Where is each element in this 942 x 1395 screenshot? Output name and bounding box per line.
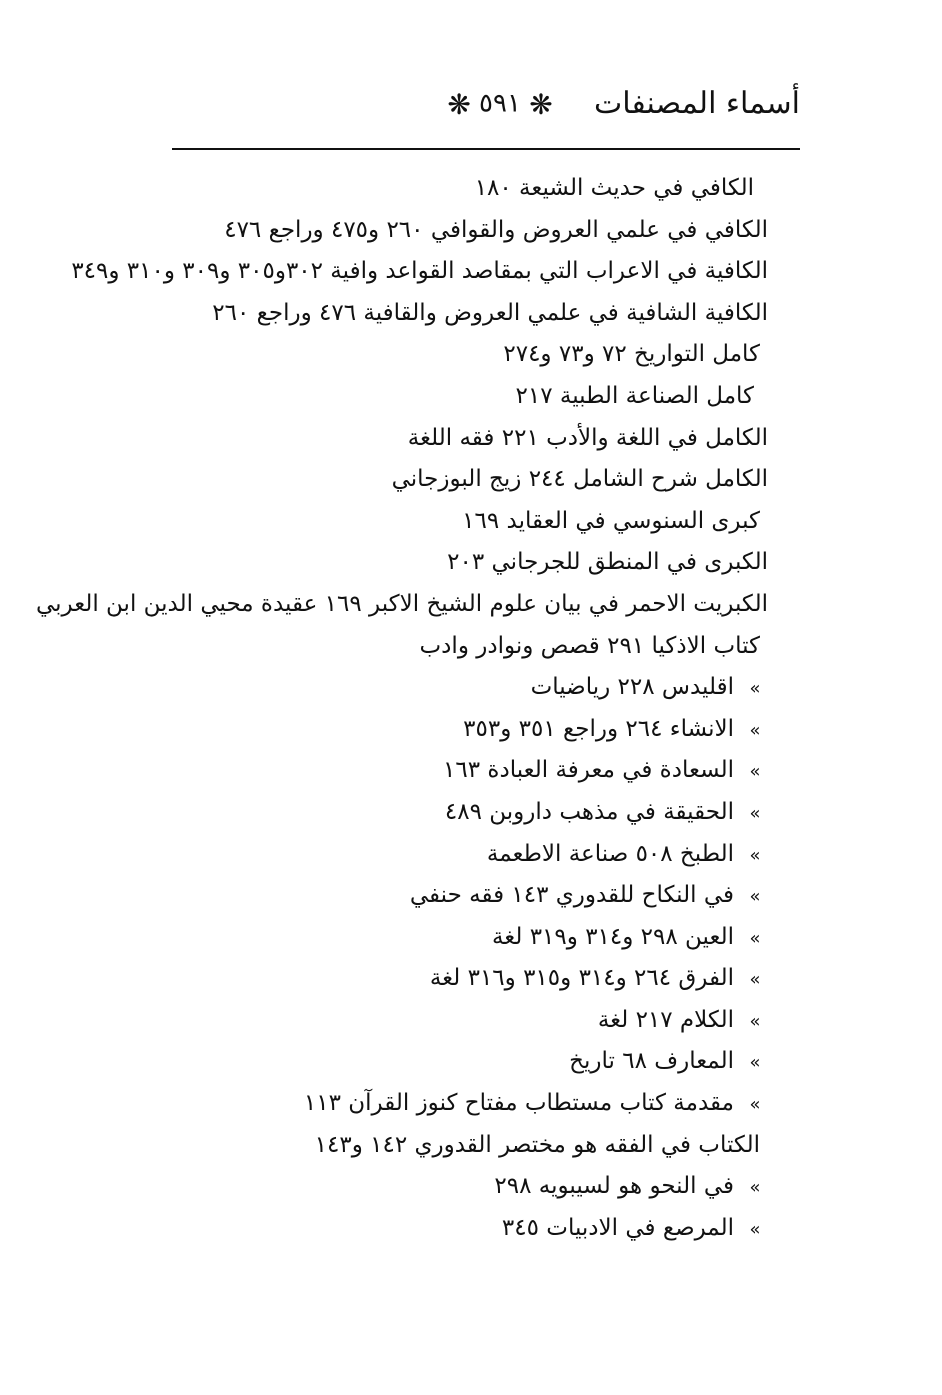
sub-entry (150, 1041, 768, 1083)
sub-entry-text: الانشاء ٢٦٤ وراجع ٣٥١ و٣٥٣ (463, 715, 734, 742)
sub-entry-text: الطبخ ٥٠٨ صناعة الاطعمة (486, 840, 734, 867)
sub-entry-text: اقليدس ٢٢٨ رياضيات (530, 674, 734, 701)
ditto-mark: » (749, 1094, 761, 1116)
page-number-group (440, 88, 560, 121)
sub-entry (150, 917, 768, 959)
sub-entry-text: الحقيقة في مذهب داروبن ٤٨٩ (444, 798, 734, 825)
index-entry: الكامل في اللغة والأدب ٢٢١ فقه اللغة (407, 424, 768, 451)
index-entry: كتاب الاذكيا ٢٩١ قصص ونوادر وادب (419, 632, 760, 659)
ditto-mark: » (749, 678, 761, 700)
sub-entry-text: المرصع في الادبيات ٣٤٥ (501, 1214, 734, 1241)
sub-entry-text: العين ٢٩٨ و٣١٤ و٣١٩ لغة (491, 923, 734, 950)
index-entry: الكبريت الاحمر في بيان علوم الشيخ الاكبر ١٦٩ عقيدة محيي الدين ابن العربي (35, 590, 768, 617)
ditto-mark: » (749, 761, 761, 783)
ditto-mark: » (749, 844, 761, 866)
index-entry: كامل الصناعة الطبية ٢١٧ (515, 382, 754, 409)
sub-entry-text: السعادة في معرفة العبادة ١٦٣ (443, 757, 734, 784)
sub-entry-text: الفرق ٢٦٤ و٣١٤ و٣١٥ و٣١٦ لغة (429, 965, 734, 992)
sub-entry-text: المعارف ٦٨ تاريخ (569, 1048, 734, 1075)
sub-entry (150, 958, 768, 1000)
sub-entry (150, 1083, 768, 1125)
ditto-mark: » (749, 1218, 761, 1240)
index-entries (35, 168, 768, 1249)
ditto-mark: » (749, 1010, 761, 1032)
index-entry: الكافي في علمي العروض والقوافي ٢٦٠ و٤٧٥ وراجع ٤٧٦ (224, 216, 768, 243)
ditto-mark: » (749, 886, 761, 908)
sub-entry (150, 1000, 768, 1042)
page-number: ٥٩١ (479, 88, 521, 119)
sub-entry (150, 1166, 768, 1208)
sub-entry-text: الكلام ٢١٧ لغة (597, 1006, 734, 1033)
sub-entry (150, 875, 768, 917)
index-entry: الكافية في الاعراب التي بمقاصد القواعد وافية ٣٠٢و٣٠٥ و٣٠٩ و٣١٠ و٣٤٩ (71, 258, 768, 285)
sub-entry (150, 792, 768, 834)
sub-entry-text: في النحو هو لسيبويه ٢٩٨ (494, 1173, 734, 1200)
ornament-icon: ❋ (529, 88, 553, 121)
ditto-mark: » (749, 1177, 761, 1199)
sub-entry-text: في النكاح للقدوري ١٤٣ فقه حنفي (409, 882, 734, 909)
sub-entry-text: مقدمة كتاب مستطاب مفتاح كنوز القرآن ١١٣ (303, 1090, 734, 1117)
ornament-icon: ❋ (447, 88, 471, 121)
sub-entry (150, 834, 768, 876)
page-header (170, 82, 800, 134)
ditto-mark: » (749, 969, 761, 991)
index-entry: الكتاب في الفقه هو مختصر القدوري ١٤٢ و١٤٣ (314, 1131, 760, 1158)
index-entry: كبرى السنوسي في العقايد ١٦٩ (462, 507, 760, 534)
sub-entry (150, 750, 768, 792)
ditto-mark: » (749, 719, 761, 741)
index-entry: الكافي في حديث الشيعة ١٨٠ (474, 175, 754, 201)
ditto-mark: » (749, 1052, 761, 1074)
ditto-mark: » (749, 802, 761, 824)
index-entry: كامل التواريخ ٧٢ و٧٣ و٢٧٤ (503, 341, 760, 368)
sub-entry (150, 709, 768, 751)
sub-entry (150, 1208, 768, 1250)
ditto-mark: » (749, 927, 761, 949)
header-rule (172, 148, 800, 150)
sub-entry (150, 667, 768, 709)
index-entry: الكبرى في المنطق للجرجاني ٢٠٣ (447, 549, 768, 576)
running-title: أسماء المصنفات (593, 86, 800, 121)
index-entry: الكافية الشافية في علمي العروض والقافية ٤٧٦ وراجع ٢٦٠ (212, 299, 768, 326)
index-entry: الكامل شرح الشامل ٢٤٤ زيج البوزجاني (391, 466, 768, 493)
